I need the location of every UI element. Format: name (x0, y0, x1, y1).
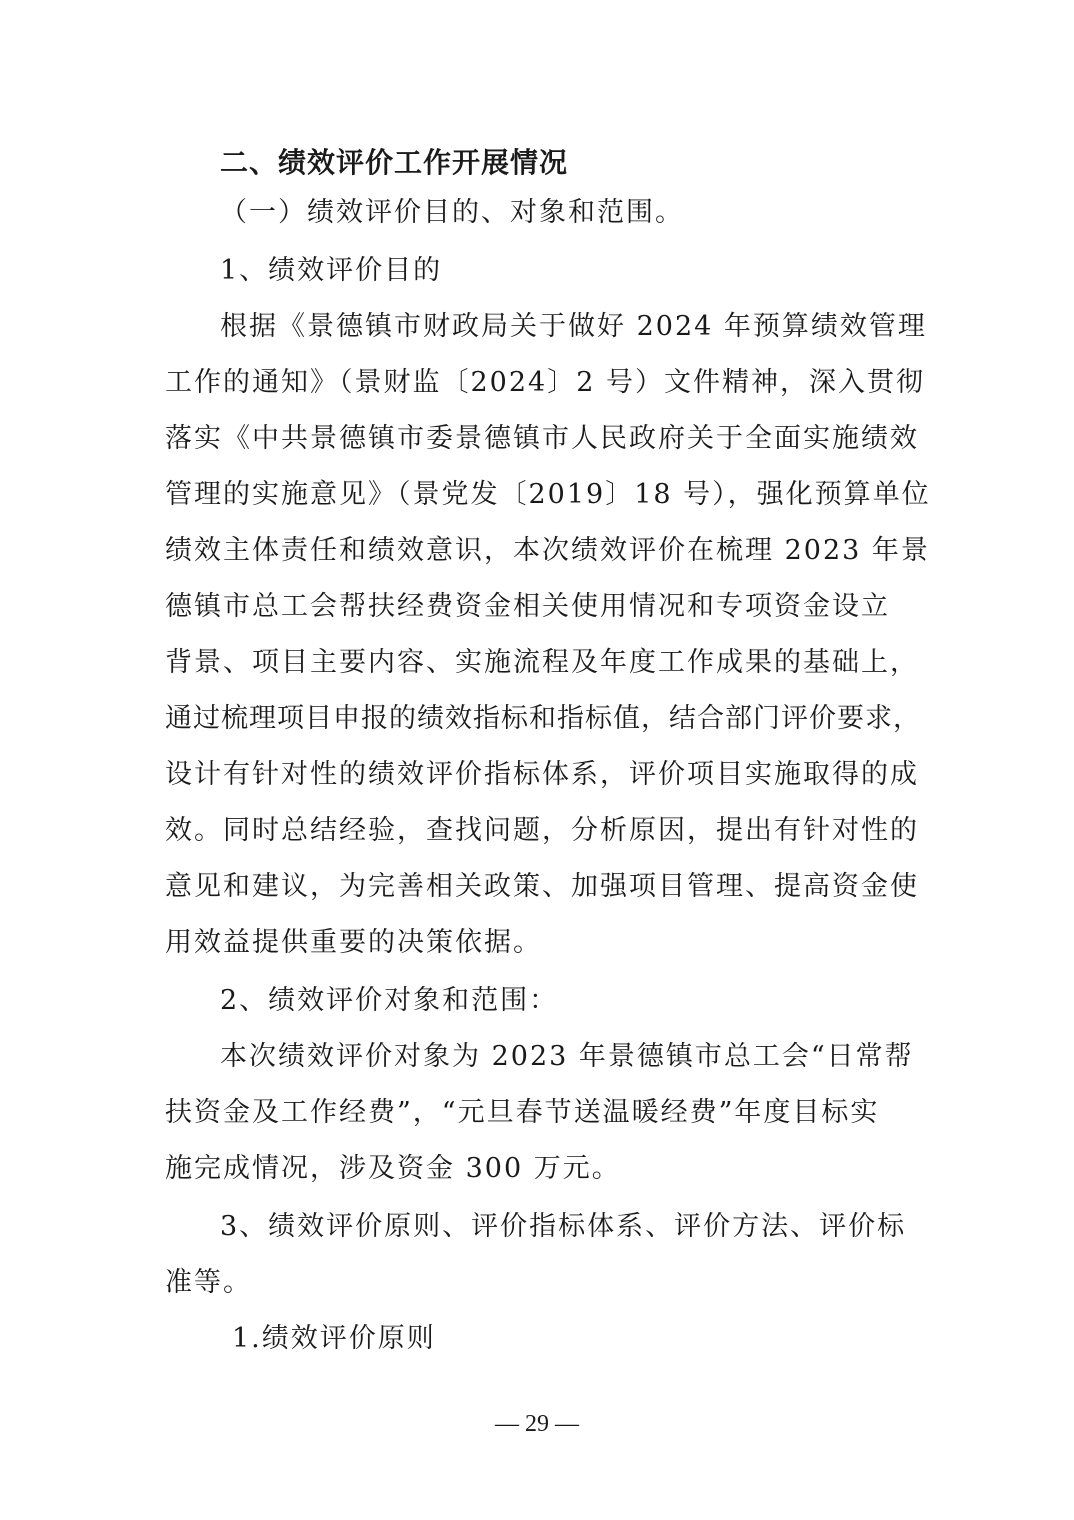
subheading-purpose-object-scope: （一）绩效评价目的、对象和范围。 (220, 197, 684, 228)
paragraph-1-line: 通过梳理项目申报的绩效指标和指标值，结合部门评价要求， (165, 703, 921, 734)
paragraph-1-line: 背景、项目主要内容、实施流程及年度工作成果的基础上， (165, 647, 919, 678)
paragraph-1-line: 根据《景德镇市财政局关于做好 2024 年预算绩效管理 (220, 311, 927, 342)
paragraph-2-line: 施完成情况，涉及资金 300 万元。 (165, 1153, 621, 1184)
paragraph-1-line: 意见和建议，为完善相关政策、加强项目管理、提高资金使 (165, 871, 919, 902)
paragraph-2-line: 扶资金及工作经费”，“元旦春节送温暖经费”年度目标实 (165, 1097, 880, 1128)
item-2-title: 2、绩效评价对象和范围： (220, 985, 559, 1016)
paragraph-1-line: 工作的通知》（景财监〔2024〕2 号）文件精神，深入贯彻 (165, 367, 925, 398)
section-heading: 二、绩效评价工作开展情况 (220, 146, 569, 179)
paragraph-1-line: 绩效主体责任和绩效意识，本次绩效评价在梳理 2023 年景 (165, 535, 930, 566)
page-number: — 29 — (495, 1411, 579, 1437)
paragraph-1-line: 德镇市总工会帮扶经费资金相关使用情况和专项资金设立 (165, 591, 890, 622)
item-3-line: 准等。 (165, 1267, 252, 1298)
paragraph-1-line: 落实《中共景德镇市委景德镇市人民政府关于全面实施绩效 (165, 423, 919, 454)
paragraph-1-line: 设计有针对性的绩效评价指标体系，评价项目实施取得的成 (165, 759, 919, 790)
paragraph-1-line: 效。同时总结经验，查找问题，分析原因，提出有针对性的 (165, 815, 919, 846)
sub-item-1-title: 1.绩效评价原则 (232, 1323, 436, 1354)
item-1-title: 1、绩效评价目的 (220, 255, 443, 286)
paragraph-1-line: 管理的实施意见》（景党发〔2019〕18 号），强化预算单位 (165, 479, 931, 510)
paragraph-2-line: 本次绩效评价对象为 2023 年景德镇市总工会“日常帮 (220, 1041, 914, 1072)
paragraph-1-line: 用效益提供重要的决策依据。 (165, 927, 542, 958)
item-3-line: 3、绩效评价原则、评价指标体系、评价方法、评价标 (220, 1211, 907, 1242)
